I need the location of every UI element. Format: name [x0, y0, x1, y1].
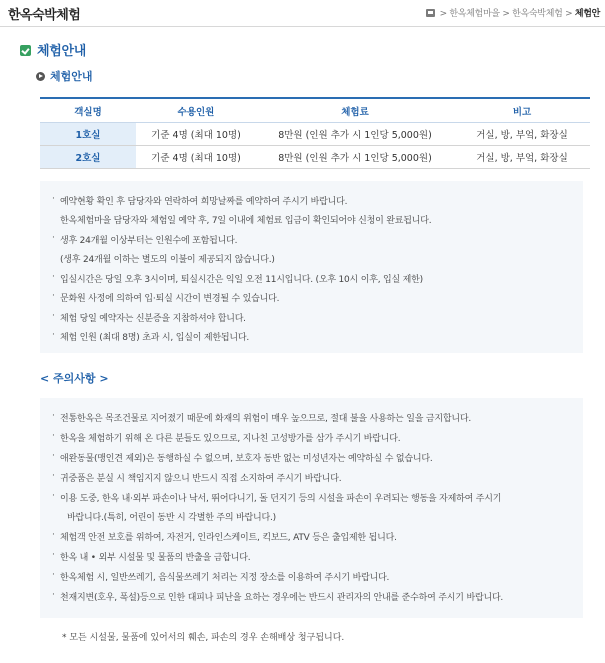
info-item: · 예약현황 확인 후 담당자와 연락하여 희망날짜를 예약하여 주시기 바랍니다.: [60, 194, 347, 207]
note-cell: 거실, 방, 부엌, 화장실: [454, 123, 590, 146]
breadcrumb-item-stay[interactable]: 한옥숙박체험: [512, 9, 563, 19]
info-item: · 체험 당일 예약자는 신분증을 지참하셔야 합니다.: [60, 311, 246, 324]
caution-item: · 체험객 안전 보호를 위하여, 자전거, 인라인스케이트, 킥보드, ATV 등은 출입제한 됩니다.: [60, 530, 397, 543]
caution-box: [40, 398, 583, 618]
caution-item: · 애완동물(맹인견 제외)은 동행하실 수 없으며, 보호자 동반 없는 미성년자는 예약하실 수 없습니다.: [60, 451, 432, 464]
damage-notice: * 모든 시설물, 물품에 있어서의 훼손, 파손의 경우 손해배상 청구됩니다.: [62, 633, 345, 643]
caution-item: · 한옥을 체험하기 위해 온 다른 분들도 있으므로, 지나친 고성방가를 삼가 주시기 바랍니다.: [60, 431, 400, 444]
caution-item: · 귀중품은 분실 시 책임지지 않으니 반드시 직접 소지하여 주시기 바랍니다.: [60, 471, 341, 484]
info-item: · 입실시간은 당일 오후 3시이며, 퇴실시간은 익일 오전 11시입니다. (오후 10시 이후, 입실 제한): [60, 272, 423, 285]
arrow-circle-icon: [36, 72, 45, 81]
caution-item: · 한옥체험 시, 일반쓰레기, 음식물쓰레기 처리는 지정 장소를 이용하여 주시기 바랍니다.: [60, 570, 389, 583]
caution-item: · 이용 도중, 한옥 내·외부 파손이나 낙서, 뛰어다니기, 돌 던지기 등의 시설을 파손이 우려되는 행동을 자제하여 주시기: [60, 491, 501, 504]
caution-item: · 천재지변(호우, 폭설)등으로 인한 대피나 피난을 요하는 경우에는 반드시 관리자의 안내를 준수하여 주시기 바랍니다.: [60, 590, 503, 603]
capacity-cell: 기준 4명 (최대 10명): [136, 146, 256, 169]
info-box: [40, 181, 583, 353]
capacity-cell: 기준 4명 (최대 10명): [136, 123, 256, 146]
page-title: 한옥숙박체험: [8, 8, 81, 23]
caution-title: < 주의사항 >: [40, 372, 109, 385]
column-header-fee: 체험료: [256, 98, 454, 123]
table-row: [40, 146, 590, 169]
section-title: 체험안내: [20, 40, 86, 59]
caution-item-continued: 바랍니다.(특히, 어린이 동반 시 각별한 주의 바랍니다.): [67, 513, 276, 523]
table-row: [40, 123, 590, 146]
room-name-cell: 1호실: [40, 123, 136, 146]
breadcrumb: > 한옥체험마을 > 한옥숙박체험 > 체험안: [426, 6, 600, 19]
note-cell: 거실, 방, 부엌, 화장실: [454, 146, 590, 169]
fee-cell: 8만원 (인원 추가 시 1인당 5,000원): [256, 146, 454, 169]
caution-item: · 한옥 내 • 외부 시설물 및 물품의 반출을 금합니다.: [60, 550, 250, 563]
rooms-table: [40, 97, 590, 169]
home-icon[interactable]: [426, 9, 435, 17]
info-item: · 체험 인원 (최대 8명) 초과 시, 입실이 제한됩니다.: [60, 330, 249, 343]
sub-title: 체험안내: [36, 68, 93, 84]
table-header-row: [40, 98, 590, 123]
column-header-capacity: 수용인원: [136, 98, 256, 123]
room-name-cell: 2호실: [40, 146, 136, 169]
column-header-note: 비고: [454, 98, 590, 123]
column-header-room: 객실명: [40, 98, 136, 123]
info-item: 한옥체험마을 담당자와 체험일 예약 후, 7일 이내에 체험료 입금이 확인되어야 신청이 완료됩니다.: [60, 216, 432, 226]
info-item: · 생후 24개월 이상부터는 인원수에 포함됩니다.: [60, 233, 237, 246]
check-square-icon: [20, 45, 31, 56]
breadcrumb-item-village[interactable]: 한옥체험마을: [449, 9, 500, 19]
page-header: [0, 0, 605, 27]
caution-item: · 전통한옥은 목조건물로 지어졌기 때문에 화재의 위험이 매우 높으므로, 절대 불을 사용하는 일을 금지합니다.: [60, 411, 471, 424]
info-item: · 문화원 사정에 의하여 입·퇴실 시간이 변경될 수 있습니다.: [60, 291, 279, 304]
breadcrumb-item-current: 체험안: [574, 9, 601, 19]
info-item: (생후 24개월 이하는 별도의 이불이 제공되지 않습니다.): [60, 255, 275, 265]
fee-cell: 8만원 (인원 추가 시 1인당 5,000원): [256, 123, 454, 146]
